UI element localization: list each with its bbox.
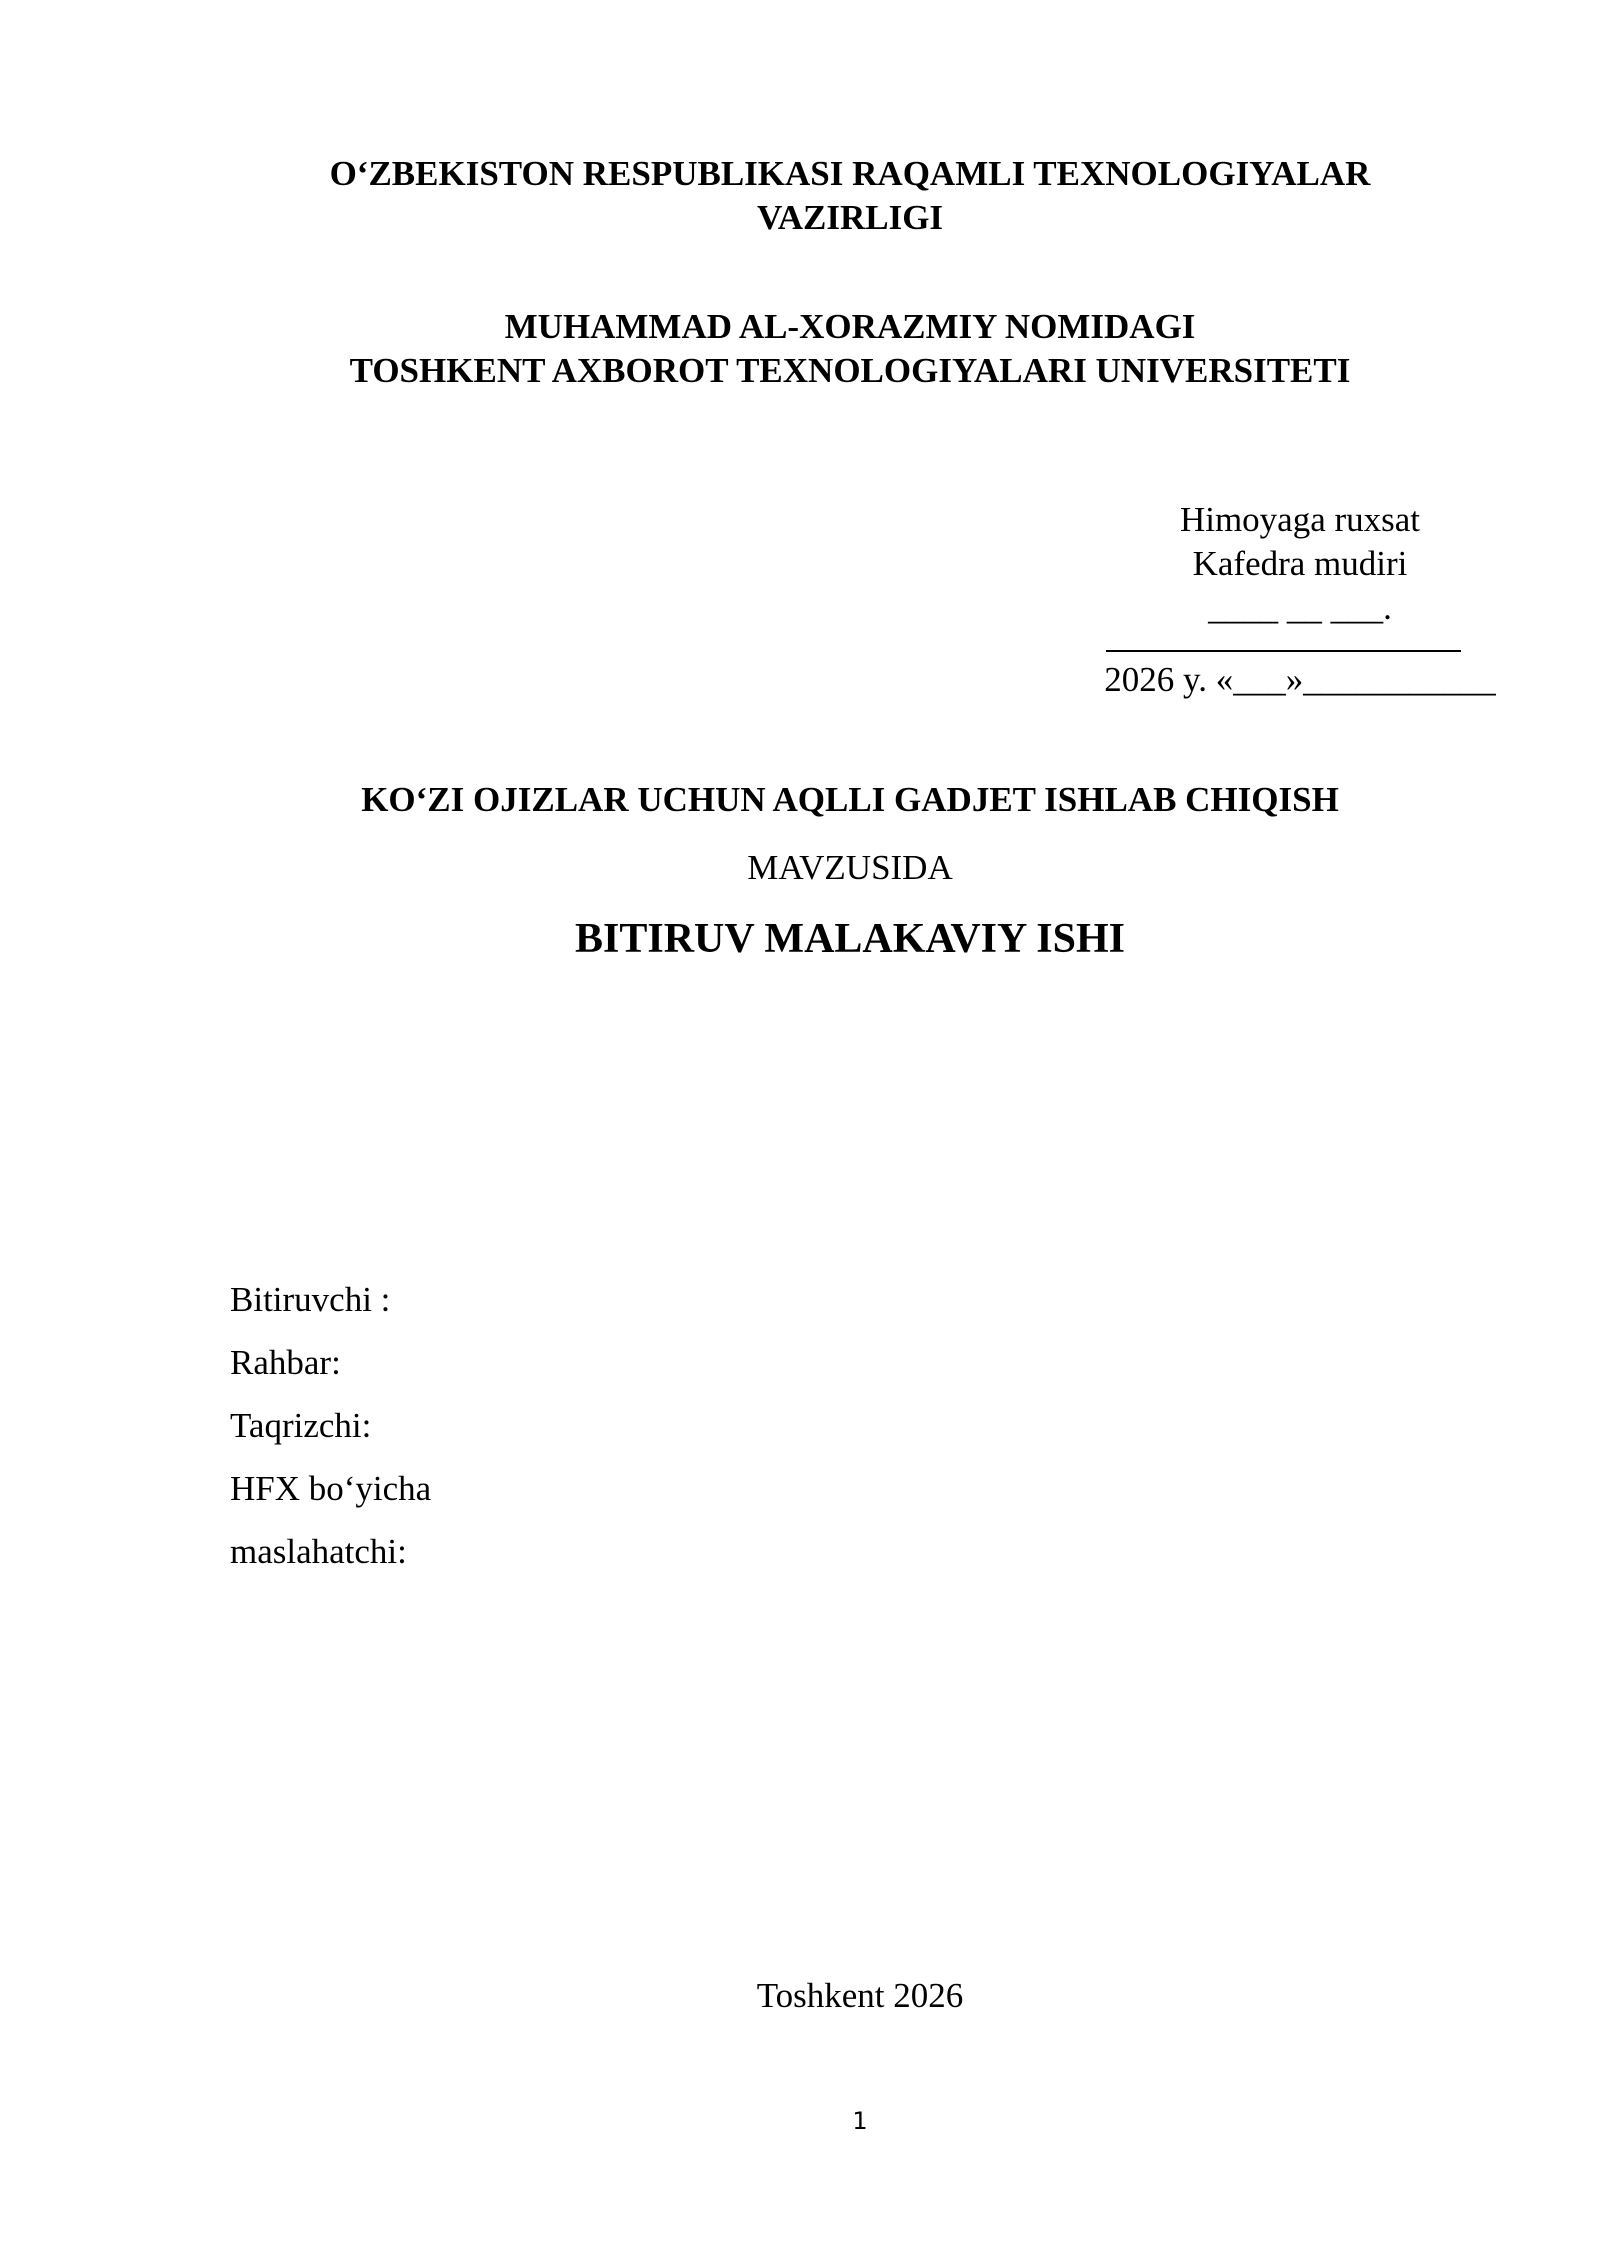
ministry-line-1: O‘ZBEKISTON RESPUBLIKASI RAQAMLI TEXNOLOGIYALAR [329,154,1371,193]
ministry-name [230,152,1470,240]
supervisor-label: Rahbar: [230,1343,341,1382]
work-type-title: BITIRUV MALAKAVIY ISHI [574,916,1126,962]
approval-line-2: Kafedra mudiri [1192,544,1408,583]
university-line-1: MUHAMMAD AL-XORAZMIY NOMIDAGI [504,307,1196,346]
university-line-2: TOSHKENT AXBOROT TEXNOLOGIYALARI UNIVERSITETI [349,351,1351,390]
topic-title: KO‘ZI OJIZLAR UCHUN AQLLI GADJET ISHLAB CHIQISH [361,780,1339,819]
approval-line-1: Himoyaga ruxsat [1179,500,1421,539]
reviewer-label: Taqrizchi: [230,1406,372,1445]
university-name [230,305,1470,393]
consultant-label-line-2: maslahatchi: [230,1532,407,1571]
ministry-line-2: VAZIRLIGI [756,198,944,237]
page-number: 1 [852,2107,868,2135]
people-list [230,1268,431,1583]
approval-block [1040,498,1560,702]
topic-subtitle: MAVZUSIDA [747,848,953,887]
approval-date: 2026 y. «___»___________ [1104,660,1496,699]
signature-line [1106,630,1461,652]
graduate-label: Bitiruvchi : [230,1280,391,1319]
consultant-label-line-1: HFX bo‘yicha [230,1469,432,1508]
city-year: Toshkent 2026 [756,1976,964,2015]
approval-line-3: ____ __ ___. [1208,588,1392,627]
